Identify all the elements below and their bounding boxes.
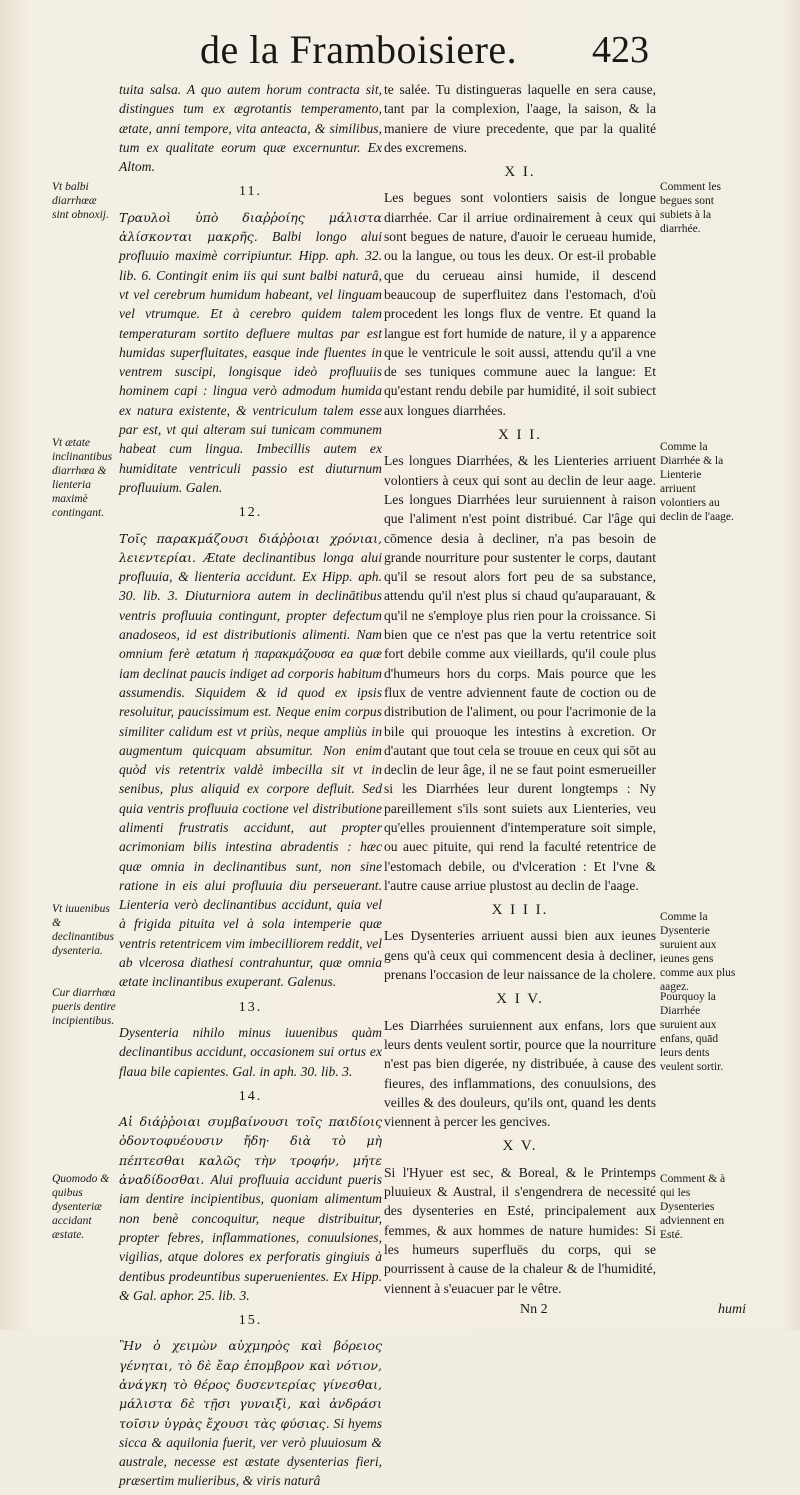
right-text-column [384, 80, 656, 1302]
aphorism-number-11: 11. [239, 184, 262, 200]
signature-mark: Nn 2 [520, 1302, 548, 1317]
margin-note-left-3: Vt iuuenibus & declinantibus dysenteria. [52, 903, 114, 957]
section-heading-15: X V. [502, 1138, 538, 1155]
aphorism-14-latin: Alui profluuia accidunt pueris iam dentire incipientibus, quoniam alimentum non benè concoquitur, neque distribuitur, propter febres, inflammationes, conuulsiones, vigilias, atque dolores ex perforatis gingiuis à dentibus prodeuntibus superuenientes. Ex Hipp. & Gal. aphor. 25. lib. 3. [119, 1172, 382, 1303]
aphorism-15-latin: Si hyems sicca & aquilonia fuerit, ver verò pluuiosum & australe, necesse est æstate dysenterias fieri, præsertim mulieribus, & viris naturâ [119, 1415, 382, 1489]
aphorism-number-12: 12. [238, 505, 263, 521]
aphorism-15 [119, 1336, 382, 1490]
margin-note-right-5: Comment & à qui les Dysenteries adviennent en Esté. [660, 1173, 726, 1241]
aphorism-11-greek: Τραυλοὶ ὑπὸ διαῤῥοίης μάλιστα ἁλίσκονται μακρῆς. [119, 209, 382, 245]
aphorism-12-latin: Ætate declinantibus longa alui profluuia, & lienteria accidunt. Ex Hipp. aph. 30. lib. 3. Diuturniora autem in declinātibus ventris profluuia contingunt, propter defectum anadoseos, id est distributionis alimenti. Nam omnium ferè ætatum ἡ παρακμάζουσα ea quæ iam declinat paucis indiget ad corporis habitum assumendis. Siquidem & id quod ex ipsis resoluitur, paucissimum est. Neque enim corpus similiter calidum est vt priùs, neque ampliùs in augmentum quicquam absumitur. Non enim quòd vis retentrix valdè imbecilla sit vt in senibus, plus aliquid ex corpore defluit. Sed quia ventris profluuia coctione vel distributione alimenti frustratis accidunt, aut propter acrimoniam bilis intestina abradentis : hæc quæ omnia in declinantibus sunt, non sine ratione in eis alui profluuia diu perseuerant. Lienteria verò declinantibus accidunt, quia vel à frigida pituita vel à sola intemperie quæ ventris retentricem vim imbecilliorem reddit, vel ab vlcerosa diathesi contrahuntur, quæ omnia ætate inclinantibus exuperant. Galenus. [119, 549, 382, 990]
aphorism-number-14: 14. [238, 1088, 263, 1104]
margin-note-left-1: Vt balbi diarrhœæ sint obnoxij. [52, 181, 109, 221]
section-heading-13: X I I I. [491, 902, 549, 919]
margin-note-left-2: Vt ætate inclinantibus diarrhœa & lienteria maximè contingant. [52, 437, 113, 519]
left-intro-paragraph: tuita salsa. A quo autem horum contracta sit, distingues tum ex ægrotantis temperamento, ætate, anni tempore, vita anteacta, & similibus, tum ex qualitate eorum quæ excernuntur. Ex Altom. [119, 82, 382, 175]
aphorism-11-latin: Balbi longo alui profluuio maximè corripiuntur. Hipp. aph. 32. lib. 6. Contingit enim iis qui sunt balbi naturâ, vt vel cerebrum humidum habeant, vel linguam vel vtrumque. Et à cerebro quidem talem temperaturam sortito defluere multas par est humidas superfluitates, easque inde fluentes in ventrem suscipi, longisque ideò profluuiis hominem capi : lingua verò admodum humida ex natura existente, & ventriculum talem esse par est, vt qui alteram sui tunicam communem habeat cum lingua. Imbecillis autem ex humiditate ventriculi passio est diuturnum profluuium. Galen. [119, 229, 382, 495]
margin-note-left-5: Quomodo & quibus dysenteriæ accidant æstate. [52, 1173, 110, 1241]
section-11-text: Les begues sont volontiers saisis de longue diarrhée. Car il arriue ordinairement à ceux qui sont begues de nature, d'auoir le cerueau humide, ou la langue, ou tous les deux. Or est-il probable que du cerueau ainsi humide, il descend beaucoup de superfluitez dans l'estomach, d'où procedent les longs flux de ventre. Et quand la langue est fort humide de nature, il y a apparence que le ventricule le soit aussi, attendu qu'il a vne de ses tuniques commune auec la langue: Et qu'estant rendu debile par humidité, il soit subiect aux longues diarrhées. [384, 190, 656, 418]
section-13-text: Les Dysenteries arriuent aussi bien aux ieunes gens qu'à ceux qui commencent desia à decliner, prenans l'occasion de leur naissance de la cholere. [384, 928, 656, 983]
aphorism-12 [119, 529, 382, 992]
margin-note-right-4: Pourquoy la Diarrhée suruient aux enfans, quād leurs dents veulent sortir. [660, 991, 724, 1073]
aphorism-14-greek: Αἱ διάῤῥοιαι συμβαίνουσι τοῖς παιδίοις ὀδοντοφυέουσιν ἤδη· διὰ τὸ μὴ πέπτεσθαι καλῶς τὴν τροφήν, μήτε ἀναδίδοσθαι. [119, 1114, 382, 1188]
aphorism-13-latin: Dysenteria nihilo minus iuuenibus quàm declinantibus accidunt, occasionem sui ortus ex flaua bile capientes. Gal. in aph. 30. lib. 3. [119, 1024, 382, 1079]
section-heading-12: X I I. [497, 427, 543, 444]
aphorism-number-13: 13. [238, 999, 263, 1015]
margin-note-right-2: Comme la Diarrhée & la Lienterie arriuent volontiers au declin de l'aage. [660, 441, 734, 523]
aphorism-14 [119, 1112, 382, 1305]
running-title: de la Framboisiere. [200, 27, 518, 72]
aphorism-number-15: 15. [238, 1313, 263, 1329]
right-intro-paragraph: te salée. Tu distingueras laquelle en sera cause, tant par la complexion, l'aage, la saison, & la maniere de viure precedente, que par la qualité des excremens. [384, 82, 656, 155]
left-text-column [119, 80, 382, 1495]
section-15-text: Si l'Hyuer est sec, & Boreal, & le Printemps pluuieux & Austral, il s'engendrera de necessité des dysenteries en Esté, principalement aux femmes, & aux hommes de nature humides: Si les humeurs superfluës du corps, qui se pourrissent à cause de la chaleur & de l'humidité, viennent à s'euacuer par le vêtre. [384, 1164, 656, 1296]
section-heading-14: X I V. [496, 991, 544, 1008]
section-12-text: Les longues Diarrhées, & les Lienteries arriuent volontiers à ceux qui sont au declin de leur aage. Les longues Diarrhées leur suruiennent à raison que l'aliment n'est point distribué. Car l'âge qui cōmence desia à decliner, n'a pas besoin de grande nourriture pour sustenter le corps, dautant qu'il se resout alors fort peu de sa substance, attendu qu'il n'est plus si chaud qu'auparauant, & qu'il ne s'employe plus rien pour la croissance. Si bien que ce n'est pas que la vertu retentrice soit fort debile comme aux vieillards, qu'il coule plus d'humeurs hors du corps. Mais pource que les flux de ventre adviennent faute de coction ou de distribution de l'aliment, ou pour l'acrimonie de la bile qui prouoque les intestins à excretion. Or d'autant que tout cela se trouue en ceux qui sōt au declin de leur âge, il ne se faut point esmerueiller si les Diarrhées leur durent longtemps : Ny pareillement s'ils sont suiets aux Lienteries, veu qu'elles prouiennent d'intemperature soit simple, ou auec pituite, qui rend la faculté retentrice de l'estomach debile, ou d'vlceration : Et l'vne & l'autre cause arriue plustost au declin de l'aage. [384, 453, 656, 893]
section-heading-11: X I. [504, 164, 536, 181]
margin-note-right-1: Comment les begues sont subiets à la diarrhée. [660, 181, 722, 235]
aphorism-12-greek: Τοῖς παρακμάζουσι διάῤῥοιαι χρόνιαι, λειεντερίαι. [119, 530, 382, 565]
aphorism-11 [119, 208, 382, 497]
margin-note-left-4: Cur diarrhœa pueris dentire incipientibus. [52, 987, 116, 1027]
section-14-text: Les Diarrhées suruiennent aux enfans, lors que leurs dents veulent sortir, pource que la nourriture n'est pas bien digerée, ny distribuée, à cause des fieures, des inflammations, des conuulsions, des veilles & des douleurs, qu'ils ont, quand les dents viennent à percer les gencives. [384, 1017, 656, 1130]
aphorism-15-greek: Ἢν ὁ χειμὼν αὐχμηρὸς καὶ βόρειος γένηται, τὸ δὲ ἔαρ ἐπομβρον καὶ νότιον, ἀνάγκη τὸ θέρος δυσεντερίας γίνεσθαι, μάλιστα δὲ τῇσι γυναιξὶ, καὶ ἀνδράσι τοῖσιν ὑγρὰς ἔχουσι τὰς φύσιας. [119, 1338, 382, 1431]
catchword: humi [718, 1302, 746, 1317]
page-number: 423 [592, 29, 649, 71]
margin-note-right-3: Comme la Dysenterie suruient aux ieunes gens comme aux plus aagez. [660, 911, 736, 993]
